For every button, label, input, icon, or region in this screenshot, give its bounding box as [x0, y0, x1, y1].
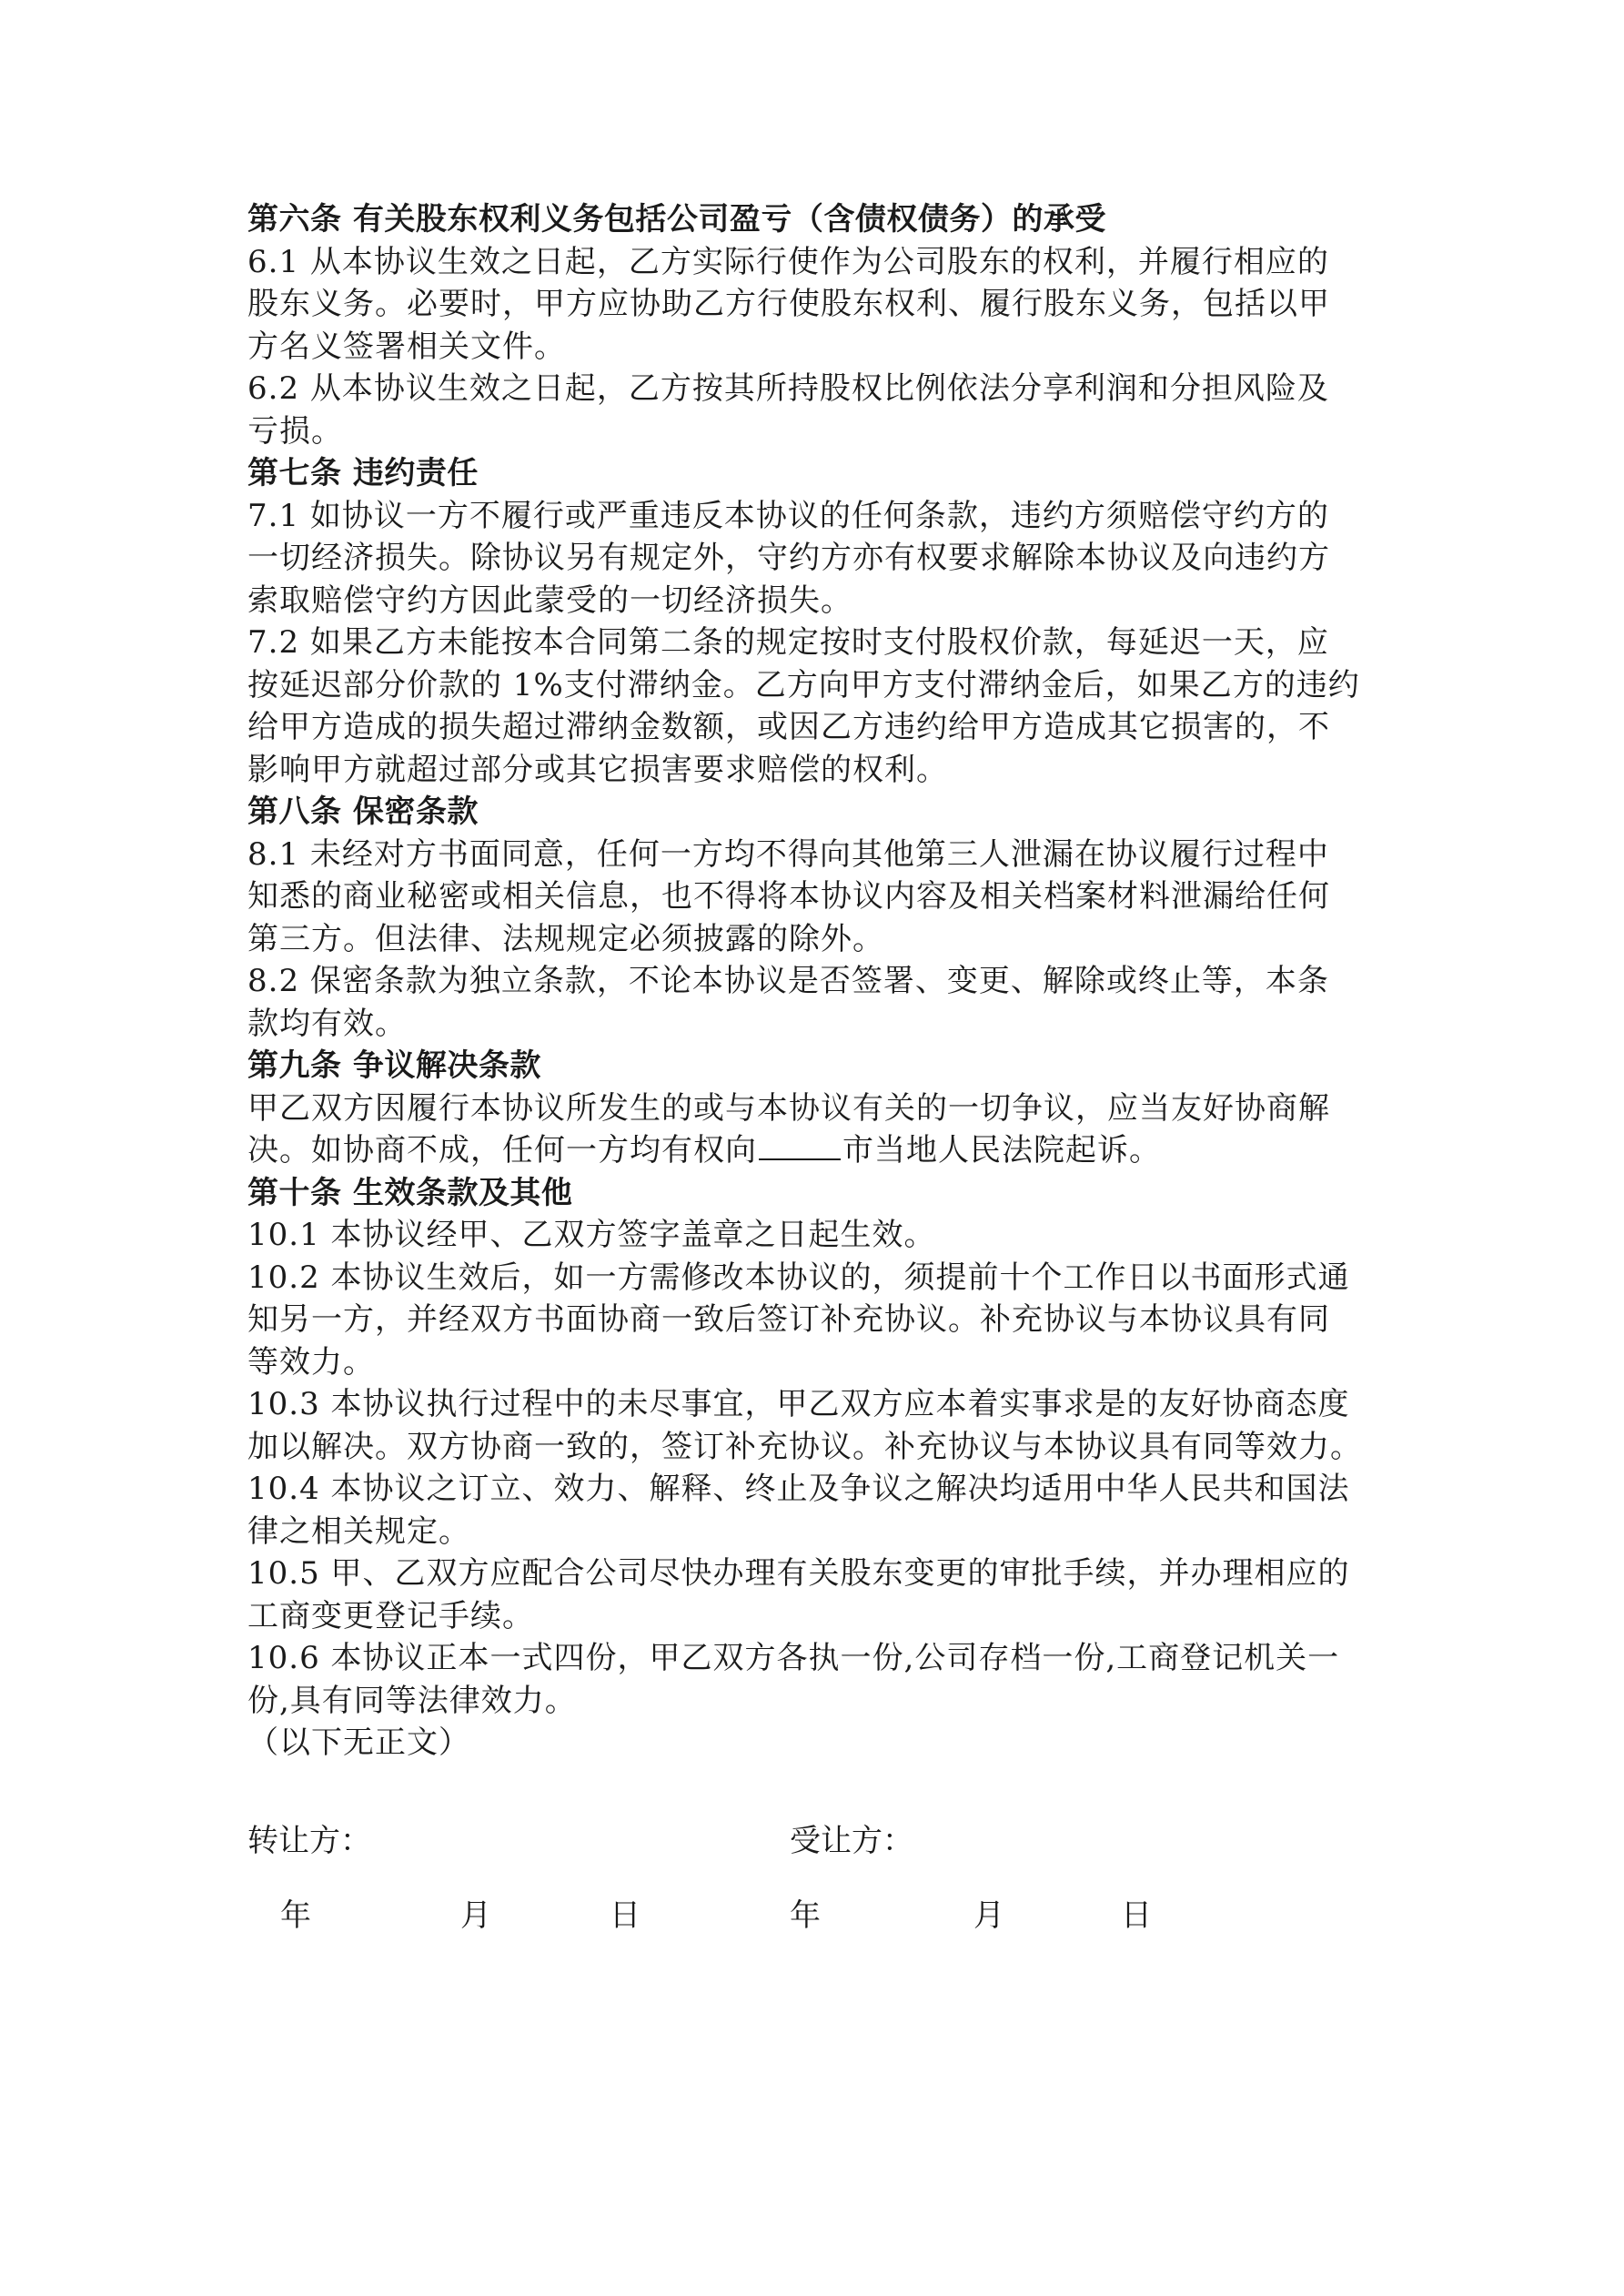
court-city-blank: [759, 1131, 841, 1160]
transferee-date-month: 月: [973, 1897, 1004, 1934]
clause-9-line-1: 甲乙双方因履行本协议所发生的或与本协议有关的一切争议，应当友好协商解: [247, 1089, 1330, 1127]
clause-7-1-line-3: 索取赔偿守约方因此蒙受的一切经济损失。: [247, 582, 852, 619]
article-10-heading: 第十条 生效条款及其他: [247, 1174, 573, 1211]
article-9-heading: 第九条 争议解决条款: [247, 1047, 541, 1084]
clause-6-2-line-1: 6.2 从本协议生效之日起，乙方按其所持股权比例依法分享利润和分担风险及: [247, 370, 1329, 407]
clause-10-5-line-1: 10.5 甲、乙双方应配合公司尽快办理有关股东变更的审批手续，并办理相应的: [247, 1555, 1350, 1592]
clause-10-2-line-3: 等效力。: [247, 1343, 375, 1381]
clause-6-1-line-2: 股东义务。必要时，甲方应协助乙方行使股东权利、履行股东义务，包括以甲: [247, 286, 1330, 322]
clause-8-1-line-3: 第三方。但法律、法规规定必须披露的除外。: [247, 920, 884, 957]
clause-7-2-line-2: 按延迟部分价款的 1%支付滞纳金。乙方向甲方支付滞纳金后，如果乙方的违约: [247, 666, 1360, 703]
transferor-date-month: 月: [460, 1897, 491, 1934]
clause-9-line-2-post: 市当地人民法院起诉。: [842, 1132, 1161, 1168]
clause-10-4-line-2: 律之相关规定。: [247, 1512, 470, 1550]
clause-7-1-line-2: 一切经济损失。除协议另有规定外，守约方亦有权要求解除本协议及向违约方: [247, 540, 1330, 576]
clause-8-1-line-1: 8.1 未经对方书面同意，任何一方均不得向其他第三人泄漏在协议履行过程中: [247, 835, 1329, 873]
article-6-heading: 第六条 有关股东权利义务包括公司盈亏（含债权债务）的承受: [247, 201, 1106, 238]
clause-8-2-line-1: 8.2 保密条款为独立条款，不论本协议是否签署、变更、解除或终止等，本条: [247, 963, 1329, 999]
clause-7-1-line-1: 7.1 如协议一方不履行或严重违反本协议的任何条款，违约方须赔偿守约方的: [247, 497, 1329, 534]
transferee-label: 受让方：: [790, 1823, 913, 1859]
clause-7-2-line-4: 影响甲方就超过部分或其它损害要求赔偿的权利。: [247, 751, 948, 788]
transferor-date-day: 日: [610, 1897, 641, 1934]
clause-10-5-line-2: 工商变更登记手续。: [247, 1597, 534, 1634]
clause-9-line-2: [247, 1129, 1394, 1172]
transferor-date-year: 年: [280, 1897, 311, 1934]
clause-6-2-line-2: 亏损。: [247, 412, 343, 450]
clause-10-2-line-2: 知另一方，并经双方书面协商一致后签订补充协议。补充协议与本协议具有同: [247, 1301, 1330, 1338]
clause-10-6-line-1: 10.6 本协议正本一式四份，甲乙双方各执一份,公司存档一份,工商登记机关一: [247, 1640, 1340, 1676]
clause-10-1-line-1: 10.1 本协议经甲、乙双方签字盖章之日起生效。: [247, 1217, 936, 1253]
transferee-date-day: 日: [1121, 1897, 1152, 1934]
article-7-heading: 第七条 违约责任: [247, 455, 479, 491]
clause-9-line-2-pre: 决。如协商不成，任何一方均有权向: [247, 1132, 757, 1168]
clause-6-1-line-3: 方名义签署相关文件。: [247, 328, 566, 365]
clause-8-2-line-2: 款均有效。: [247, 1005, 407, 1042]
clause-10-2-line-1: 10.2 本协议生效后，如一方需修改本协议的，须提前十个工作日以书面形式通: [247, 1259, 1350, 1296]
clause-10-6-line-2: 份,具有同等法律效力。: [247, 1682, 577, 1719]
transferor-label: 转让方：: [247, 1823, 371, 1859]
clause-6-1-line-1: 6.1 从本协议生效之日起，乙方实际行使作为公司股东的权利，并履行相应的: [247, 243, 1329, 280]
document-body: [247, 198, 1394, 1765]
clause-10-3-line-2: 加以解决。双方协商一致的，签订补充协议。补充协议与本协议具有同等效力。: [247, 1428, 1362, 1465]
clause-8-1-line-2: 知悉的商业秘密或相关信息，也不得将本协议内容及相关档案材料泄漏给任何: [247, 878, 1330, 915]
transferee-date-year: 年: [790, 1897, 821, 1934]
clause-7-2-line-3: 给甲方造成的损失超过滞纳金数额，或因乙方违约给甲方造成其它损害的，不: [247, 709, 1330, 745]
article-8-heading: 第八条 保密条款: [247, 794, 479, 830]
end-note: （以下无正文）: [247, 1725, 470, 1761]
clause-10-4-line-1: 10.4 本协议之订立、效力、解释、终止及争议之解决均适用中华人民共和国法: [247, 1471, 1350, 1507]
clause-10-3-line-1: 10.3 本协议执行过程中的未尽事宜，甲乙双方应本着实事求是的友好协商态度: [247, 1386, 1350, 1422]
clause-7-2-line-1: 7.2 如果乙方未能按本合同第二条的规定按时支付股权价款，每延迟一天，应: [247, 624, 1329, 661]
